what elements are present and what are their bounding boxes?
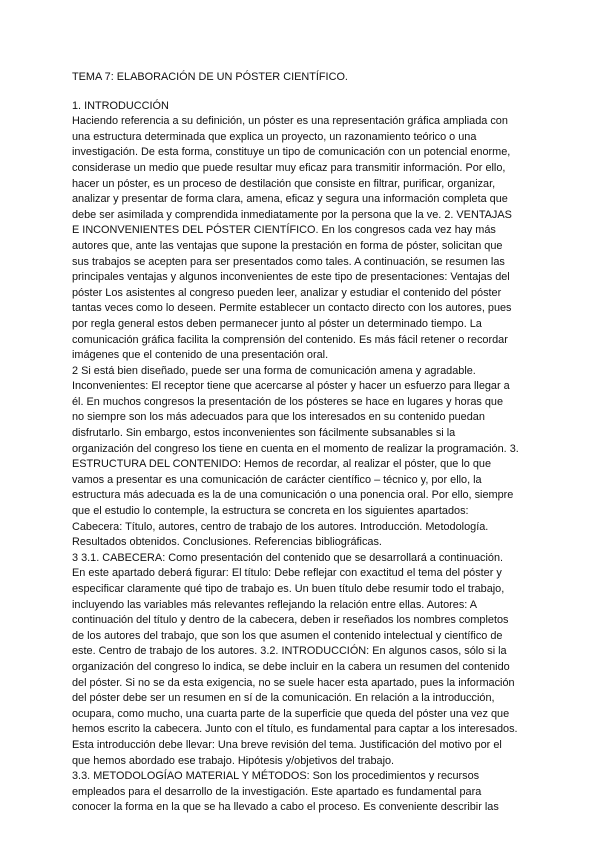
- body-line: principales ventajas y algunos inconvenientes de este tipo de presentaciones: Ventajas del: [72, 271, 510, 284]
- body-line: conocer la forma en la que se ha llevado a cabo el proceso. Es conveniente describir las: [72, 801, 499, 814]
- body-line: por regla general estos deben permanecer junto al póster un determinado tiempo. La: [72, 317, 482, 330]
- body-line: investigación. De esta forma, constituye un tipo de comunicación con un potencial enorme,: [72, 146, 511, 159]
- document-body: [72, 99, 532, 816]
- body-line: tantas veces como lo deseen. Permite establecer un contacto directo con los autores, pues: [72, 302, 512, 315]
- body-line: estructura más adecuada es la de una comunicación o una ponencia oral. Por ello, siempre: [72, 489, 514, 502]
- body-line: organización del congreso lo indica, se debe incluir en la cabera un resumen del contenido: [72, 660, 510, 673]
- body-line: Inconvenientes: El receptor tiene que acercarse al póster y hacer un esfuerzo para llegar a: [72, 380, 510, 393]
- body-line: debe ser asimilada y comprendida inmediatamente por la persona que la ve. 2. VENTAJAS: [72, 208, 512, 221]
- document-page: [72, 70, 532, 816]
- body-line: que hemos abordado ese trabajo. Hipótesis y/objetivos del trabajo.: [72, 754, 395, 767]
- body-line: autores que, ante las ventajas que supone la prestación en forma de póster, solicitan que: [72, 239, 503, 252]
- body-line: él. En muchos congresos la presentación de los pósteres se hace en lugares y horas que: [72, 395, 504, 408]
- body-line: póster Los asistentes al congreso pueden leer, analizar y estudiar el contenido del póster: [72, 286, 502, 299]
- body-line: vamos a presentar es una comunicación de carácter científico – técnico y, por ello, la: [72, 473, 482, 486]
- body-line: Cabecera: Título, autores, centro de trabajo de los autores. Introducción. Metodología.: [72, 520, 489, 533]
- body-line: imágenes que el contenido de una presentación oral.: [72, 349, 329, 362]
- body-line: E INCONVENIENTES DEL PÓSTER CIENTÍFICO. En los congresos cada vez hay más: [72, 224, 496, 237]
- body-line: empleados para el desarrollo de la investigación. Este apartado es fundamental para: [72, 785, 482, 798]
- body-line: analizar y presentar de forma clara, amena, eficaz y segura una información completa que: [72, 193, 508, 206]
- body-line: sus trabajos se acepten para ser presentados como tales. A continuación, se resumen las: [72, 255, 505, 268]
- body-line: 3.3. METODOLOGÍAO MATERIAL Y MÉTODOS: Son los procedimientos y recursos: [72, 770, 480, 783]
- body-line: este. Centro de trabajo de los autores. 3.2. INTRODUCCIÓN: En algunos casos, sólo si la: [72, 645, 507, 658]
- body-line: del póster. Si no se da esta exigencia, no se suele hacer esta apartado, pues la información: [72, 676, 515, 689]
- document-title: TEMA 7: ELABORACIÓN DE UN PÓSTER CIENTÍFICO.: [72, 71, 348, 83]
- body-line: Esta introducción debe llevar: Una breve revisión del tema. Justificación del motivo por el: [72, 738, 502, 751]
- body-line: ocupara, como mucho, una cuarta parte de la superficie que queda del póster una vez que: [72, 707, 510, 720]
- body-line: En este apartado deberá figurar: El título: Debe reflejar con exactitud el tema del póster y: [72, 567, 502, 580]
- body-line: considerase un medio que puede resultar muy eficaz para transmitir información. Por ello,: [72, 161, 506, 174]
- body-line: 1. INTRODUCCIÓN: [72, 99, 169, 112]
- body-line: una estructura determinada que explica un proyecto, un razonamiento teórico o una: [72, 130, 477, 143]
- body-line: hemos escrito la cabecera. Junto con el título, es fundamental para captar a los interesados.: [72, 723, 518, 736]
- body-line: Resultados obtenidos. Conclusiones. Referencias bibliográficas.: [72, 536, 382, 549]
- body-line: comunicación gráfica facilita la comprensión del contenido. Es más fácil retener o recordar: [72, 333, 508, 346]
- body-line: especificar claramente qué tipo de trabajo es. Un buen título debe resumir todo el trabajo,: [72, 583, 505, 595]
- body-line: 3 3.1. CABECERA: Como presentación del contenido que se desarrollará a continuación.: [72, 551, 504, 564]
- body-line: no siempre son los más adecuados para que los interesados en su contenido puedan: [72, 411, 485, 424]
- body-line: del póster debe ser un resumen en sí de la comunicación. En relación a la introducción,: [72, 692, 495, 705]
- body-line: 2 Si está bien diseñado, puede ser una forma de comunicación amena y agradable.: [72, 364, 476, 377]
- body-line: organización del congreso los tiene en cuenta en el momento de realizar la programación. 3.: [72, 442, 519, 455]
- body-line: ESTRUCTURA DEL CONTENIDO: Hemos de recordar, al realizar el póster, que lo que: [72, 458, 492, 471]
- body-line: incluyendo las variables más relevantes reflejando la relación entre ellas. Autores: A: [72, 598, 477, 611]
- body-line: que el estudio lo contemple, la estructura se concreta en los siguientes apartados:: [72, 505, 469, 518]
- body-line: hacer un póster, es un proceso de destilación que consiste en filtrar, purificar, organizar,: [72, 177, 496, 190]
- body-line: Haciendo referencia a su definición, un póster es una representación gráfica ampliada con: [72, 115, 508, 128]
- body-line: disfrutarlo. Sin embargo, estos inconvenientes son fácilmente subsanables si la: [72, 427, 456, 440]
- body-line: de los autores del trabajo, que son los que asumen el contenido intelectual y científico de: [72, 629, 503, 642]
- body-line: continuación del título y dentro de la cabecera, deben ir reseñados los nombres completos: [72, 614, 509, 627]
